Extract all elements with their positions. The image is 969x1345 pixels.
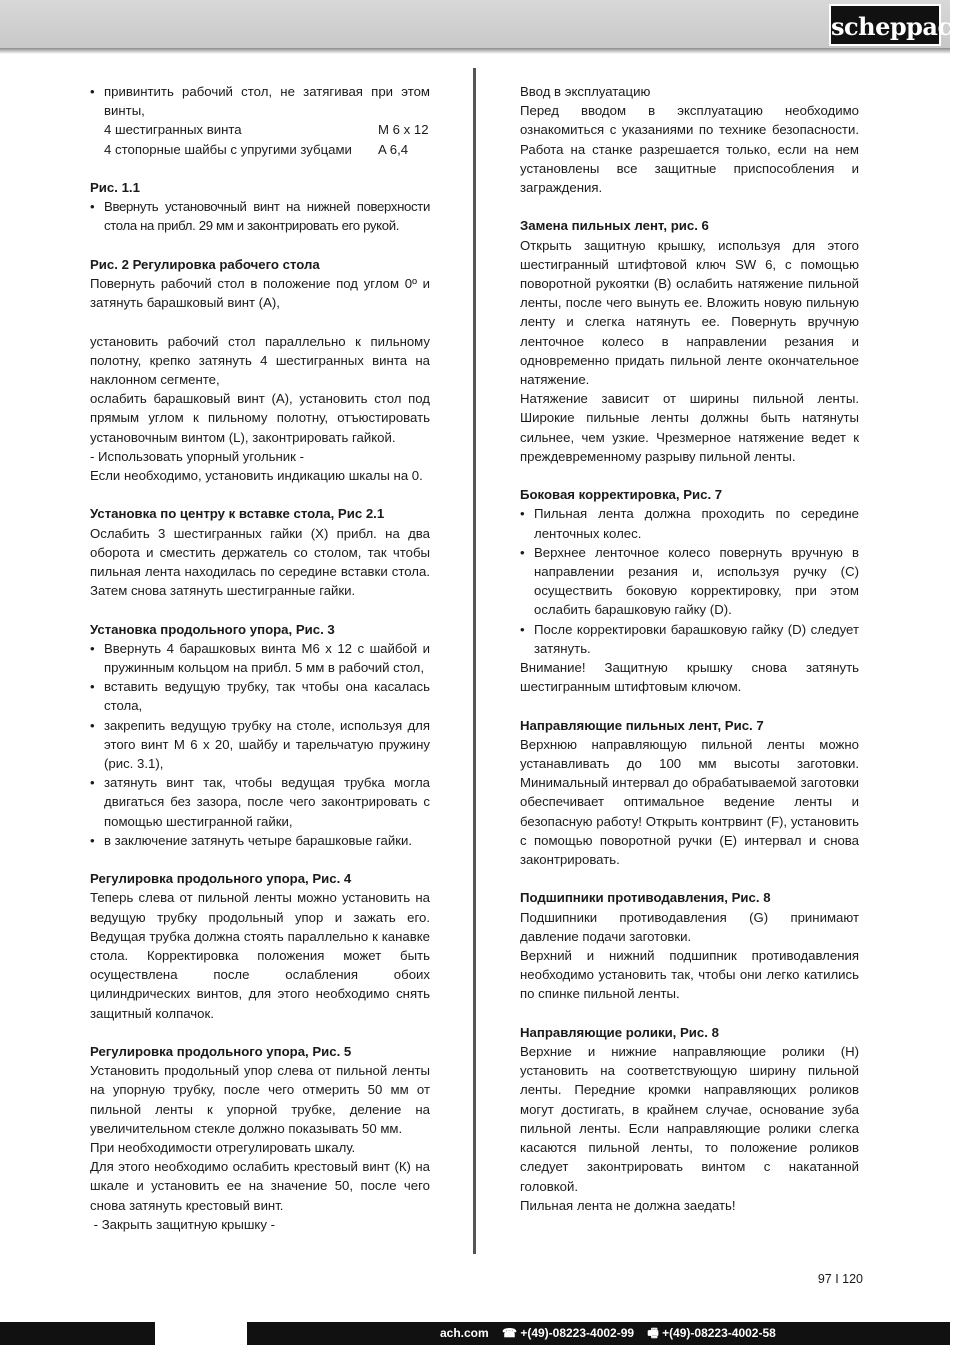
section-heading: Установка продольного упора, Рис. 3 — [90, 621, 335, 637]
section-heading: Рис. 1.1 — [90, 180, 140, 195]
paragraph: Верхние и нижние направляющие ролики (Н) установить на соответствующую ширину пильной ленты. Передние кромки направляющих роликов могут достигать, в крайнем случае, основание зуба пильной ленты. Если направляющие ролики слегка касаются пильной ленты, то положение роликов следует законтрировать винтом с накатанной головкой. — [520, 1044, 859, 1194]
section-heading: Боковая корректировка, Рис. 7 — [520, 487, 723, 503]
fax-number: 🖷 +(49)-08223-4002-58 — [647, 1326, 776, 1340]
paragraph: Верхний и нижний подшипник противодавления необходимо установить так, чтобы они легко катились по спинке пильной ленты. — [520, 948, 859, 1002]
section-heading: Подшипники противодавления, Рис. 8 — [520, 890, 771, 906]
paragraph: Для этого необходимо ослабить крестовый винт (К) на шкале и установить ее на значение 50, после чего снова затянуть крестовый винт. — [90, 1159, 430, 1213]
footer-contacts — [440, 1322, 786, 1345]
paragraph: - Закрыть защитную крышку - — [90, 1216, 275, 1232]
paragraph: Установить продольный упор слева от пильной ленты на упорную трубку, после чего отмерить 50 мм от пильной ленты к упорной трубке, деление на увеличительном стекле должно показывать 50 мм. — [90, 1063, 430, 1136]
paragraph: Повернуть рабочий стол в положение под углом 0º и затянуть барашковый винт (А), — [90, 276, 430, 311]
section-heading: Направляющие ролики, Рис. 8 — [520, 1024, 719, 1040]
part-name: 4 стопорные шайбы с упругими зубцами — [104, 141, 352, 157]
bullet-item: • в заключение затянуть четыре барашковые гайки. — [90, 831, 430, 850]
bullet-item: • Верхнее ленточное колесо повернуть вручную в направлении резания и, используя ручку (С) осуществить боковую корректировку, при этом ослабить барашковую гайку (D). — [520, 543, 859, 620]
paragraph: установить рабочий стол параллельно к пильному полотну, крепко затянуть 4 шестигранных винта на наклонном сегменте, — [90, 333, 430, 387]
paragraph: Внимание! Защитную крышку снова затянуть шестигранным штифтовым ключом. — [520, 660, 859, 695]
paragraph: Ослабить 3 шестигранных гайки (Х) прибл. на два оборота и сместить держатель со столом, так чтобы пильная лента находилась по середине вставки стола. Затем снова затянуть шестигранные гайки. — [90, 525, 430, 599]
section-heading: Рис. 2 Регулировка рабочего стола — [90, 256, 320, 272]
left-column — [90, 82, 430, 1234]
paragraph: Пильная лента не должна заедать! — [520, 1197, 736, 1213]
paragraph: При необходимости отрегулировать шкалу. — [90, 1140, 356, 1156]
right-column — [520, 82, 859, 1215]
bullet-item: • Пильная лента должна проходить по середине ленточных колес. — [520, 504, 859, 542]
paragraph: - Использовать упорный угольник - — [90, 448, 304, 464]
bullet-item: • привинтить рабочий стол, не затягивая при этом винты, — [90, 82, 430, 120]
paragraph: Перед вводом в эксплуатацию необходимо ознакомиться с указаниями по технике безопасности. Работа на станке разрешается только, если на нем установлены все защитные приспособления и заграждения. — [520, 103, 859, 196]
section-heading: Регулировка продольного упора, Рис. 5 — [90, 1044, 352, 1060]
bullet-item: • После корректировки барашковую гайку (D) следует затянуть. — [520, 620, 859, 658]
website-link[interactable]: ach.com — [440, 1326, 489, 1340]
part-name: 4 шестигранных винта — [104, 122, 242, 138]
bullet-item: • Ввернуть установочный винт на нижней поверхности стола на прибл. 29 мм и законтрировать его рукой. — [90, 197, 430, 235]
section-heading: Регулировка продольного упора, Рис. 4 — [90, 871, 352, 887]
page-number: 97 I 120 — [817, 1272, 863, 1286]
part-value: M 6 x 12 — [378, 122, 429, 138]
paragraph: Ввод в эксплуатацию — [520, 84, 651, 99]
column-divider — [473, 68, 476, 1254]
brand-logo: scheppach — [829, 4, 941, 46]
section-heading: Замена пильных лент, рис. 6 — [520, 218, 709, 234]
section-heading: Направляющие пильных лент, Рис. 7 — [520, 717, 764, 733]
bullet-item: • затянуть винт так, чтобы ведущая трубка могла двигаться без зазора, после чего законтрировать с помощью шестигранной гайки, — [90, 773, 430, 831]
bullet-item: • закрепить ведущую трубку на столе, используя для этого винт М 6 х 20, шайбу и тарельчатую пружину (рис. 3.1), — [90, 716, 430, 774]
paragraph: Теперь слева от пильной ленты можно установить на ведущую трубку продольный упор и зажать его. Ведущая трубка должна стоять параллельно к канавке стола. Корректировка положения может быть осуществлена после ослабления обоих цилиндрических винтов, для этого необходимо снять защитный колпачок. — [90, 890, 430, 1021]
bullet-item: • вставить ведущую трубку, так чтобы она касалась стола, — [90, 677, 430, 715]
paragraph: ослабить барашковый винт (А), установить стол под прямым углом к пильному полотну, отъюстировать установочным винтом (L), законтрировать гайкой. — [90, 391, 430, 445]
footer-gap — [155, 1322, 247, 1345]
bullet-item: • Ввернуть 4 барашковых винта М6 х 12 с шайбой и пружинным кольцом на прибл. 5 мм в рабочий стол, — [90, 639, 430, 677]
parts-row — [90, 140, 430, 159]
part-value: A 6,4 — [378, 141, 409, 157]
parts-row — [90, 120, 430, 139]
paragraph: Открыть защитную крышку, используя для этого шестигранный штифтовой ключ SW 6, с помощью поворотной рукоятки (В) ослабить натяжение пильной ленты, после чего вынуть ее. Вложить новую пильную ленту и слегка натянуть ее. Повернуть вручную ленточное колесо в направлении резания и одновременно придать пильной ленте окончательное натяжение. — [520, 237, 859, 388]
paragraph: Подшипники противодавления (G) принимают давление подачи заготовки. — [520, 909, 859, 944]
section-heading: Установка по центру к вставке стола, Рис 2.1 — [90, 506, 385, 522]
paragraph: Если необходимо, установить индикацию шкалы на 0. — [90, 468, 423, 484]
phone-number: ☎ +(49)-08223-4002-99 — [502, 1326, 635, 1340]
footer-bar — [0, 1322, 950, 1345]
paragraph: Натяжение зависит от ширины пильной ленты. Широкие пильные ленты должны быть натянуты сильнее, чем узкие. Чрезмерное натяжение ведет к преждевременному разрыву пильной ленты. — [520, 391, 859, 464]
header-shadow — [0, 48, 950, 54]
paragraph: Верхнюю направляющую пильной ленты можно устанавливать до 100 мм высоты заготовки. Минимальный интервал до обрабатываемой заготовки обеспечивает оптимальное ведение ленты и безопасную работу! Открыть контрвинт (F), установить с помощью поворотной ручки (Е) интервал и снова законтрировать. — [520, 736, 859, 868]
header-bar — [0, 0, 950, 48]
